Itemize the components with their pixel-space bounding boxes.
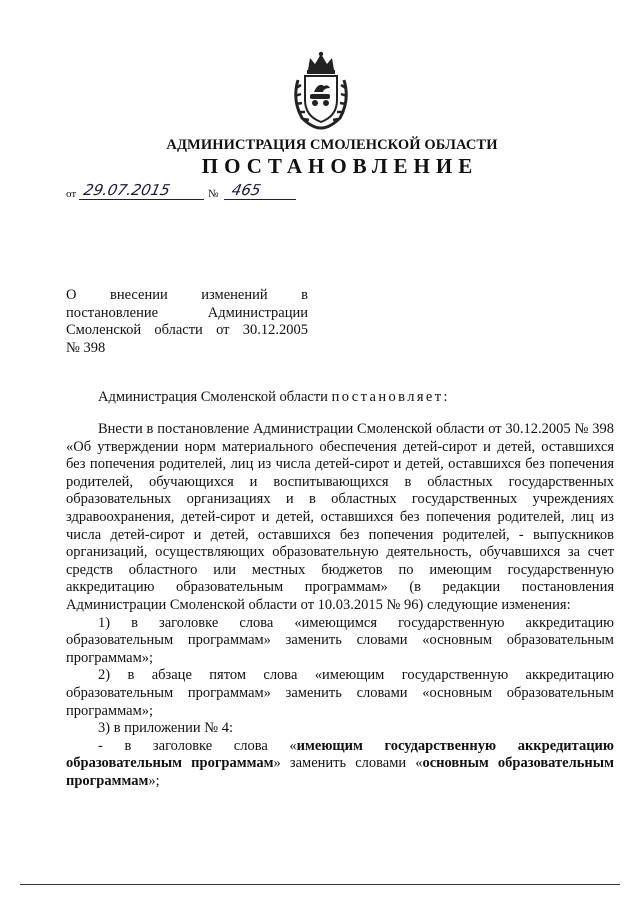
number-handwritten: 465	[230, 181, 263, 199]
item-3a-middle: » заменить словами «	[273, 755, 423, 772]
item-3a-old-words: имеющим государственную аккредитацию образовательным программам	[66, 737, 614, 772]
subject-line: О внесении изменений в	[66, 287, 308, 303]
date-number-line	[66, 180, 326, 204]
body-item-1: 1) в заголовке слова «имеющимся государственную аккредитацию образовательным программам» заменить словами «основным образовательным программам»;	[66, 614, 614, 666]
preamble-text: Администрация Смоленской области	[98, 389, 332, 405]
document-subject	[66, 287, 308, 357]
body-item-2: 2) в абзаце пятом слова «имеющим государственную аккредитацию образовательным программам» заменить словами «основным образовательным программам»;	[66, 667, 614, 719]
item-3a-suffix: »;	[148, 772, 160, 789]
body-item-3a	[66, 738, 614, 791]
organization-name: АДМИНИСТРАЦИЯ СМОЛЕНСКОЙ ОБЛАСТИ	[166, 137, 498, 153]
subject-line: № 398	[66, 339, 106, 356]
date-handwritten: 29.07.2015	[82, 181, 172, 199]
document-body	[66, 421, 614, 790]
preamble-spaced-word: постановляет:	[331, 389, 450, 405]
number-prefix: №	[208, 188, 219, 200]
page-bottom-rule	[20, 884, 620, 885]
item-3a-prefix: - в заголовке слова «	[98, 737, 297, 754]
coat-of-arms-icon	[290, 50, 352, 130]
preamble	[98, 389, 450, 406]
body-intro: Внести в постановление Администрации Смоленской области от 30.12.2005 № 398 «Об утверждении норм материального обеспечения детей-сирот и детей, оставшихся без попечения родителей, лиц из числа детей-сирот и детей, оставшихся без попечения родителей, обучающихся и воспитывающихся в областных государственных образовательных организациях и в областных государственных учреждениях здравоохранения, детей-сирот и детей, оставшихся без попечения родителей, лиц из числа детей-сирот и детей, оставшихся без попечения родителей, - выпускников организаций, осуществляющих образовательную деятельность, обучавшихся за счет средств областного или местных бюджетов по имеющим государственную аккредитацию образовательным программам» (в редакции постановления Администрации Смоленской области от 10.03.2015 № 96) следующие изменения:	[66, 421, 614, 613]
subject-line: Смоленской области от 30.12.2005	[66, 322, 308, 338]
document-type: ПОСТАНОВЛЕНИЕ	[201, 154, 479, 178]
item-3a-new-words: основным образовательным программам	[66, 755, 614, 789]
date-prefix: от	[66, 188, 77, 200]
body-item-3: 3) в приложении № 4:	[98, 720, 233, 737]
date-underline	[79, 199, 204, 200]
subject-line: постановление Администрации	[66, 304, 308, 321]
number-underline	[224, 199, 296, 200]
